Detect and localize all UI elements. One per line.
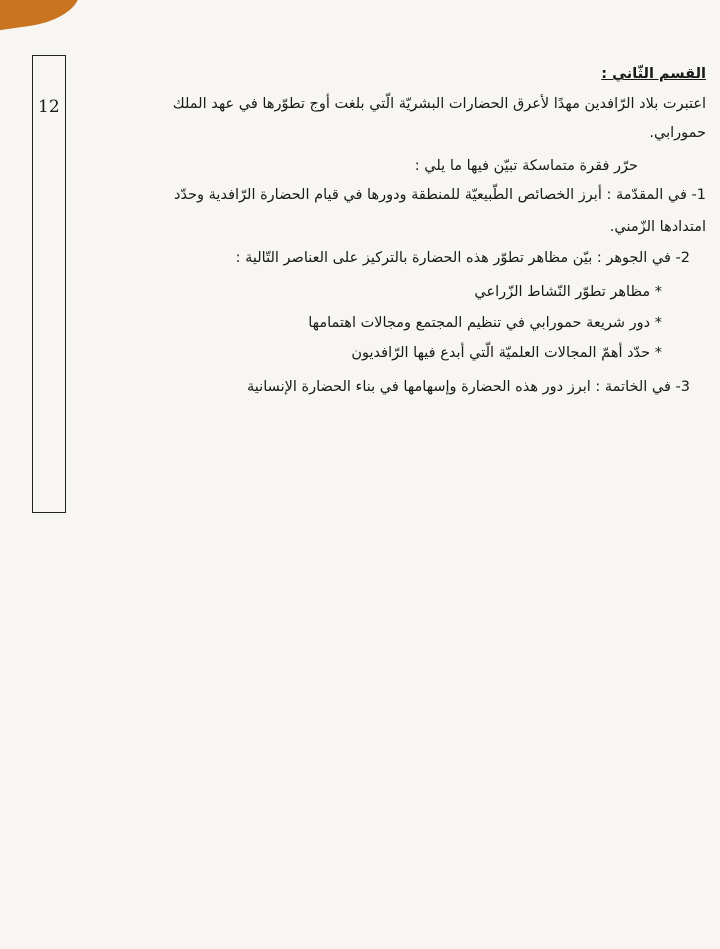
intro-line-2: حمورابي. <box>649 125 706 141</box>
section-title: القسم الثّاني : <box>601 66 706 82</box>
score-margin-box <box>32 55 66 513</box>
item-3: 3- في الخاتمة : ابرز دور هذه الحضارة وإسهامها في بناء الحضارة الإنسانية <box>247 379 690 395</box>
corner-stain <box>0 0 83 31</box>
bullet-3: * حدّد أهمّ المجالات العلميّة الّتي أبدع فيها الرّافديون <box>351 345 662 361</box>
item-1-line-1: 1- في المقدّمة : أبرز الخصائص الطّبيعيّة للمنطقة ودورها في قيام الحضارة الرّافدية وحدّد <box>174 187 706 203</box>
item-1-line-2: امتدادها الزّمني. <box>609 219 706 235</box>
intro-line-1: اعتبرت بلاد الرّافدين مهدًا لأعرق الحضارات البشريّة الّتي بلغت أوج تطوّرها في عهد الملك <box>172 96 706 112</box>
instruction: حرّر فقرة متماسكة تبيّن فيها ما يلي : <box>414 158 638 174</box>
item-2: 2- في الجوهر : بيّن مظاهر تطوّر هذه الحضارة بالتركيز على العناصر التّالية : <box>235 250 690 266</box>
bullet-1: * مظاهر تطوّر النّشاط الزّراعي <box>474 284 662 300</box>
bullet-2: * دور شريعة حمورابي في تنظيم المجتمع ومجالات اهتمامها <box>308 315 662 331</box>
score-value: 12 <box>38 97 60 117</box>
